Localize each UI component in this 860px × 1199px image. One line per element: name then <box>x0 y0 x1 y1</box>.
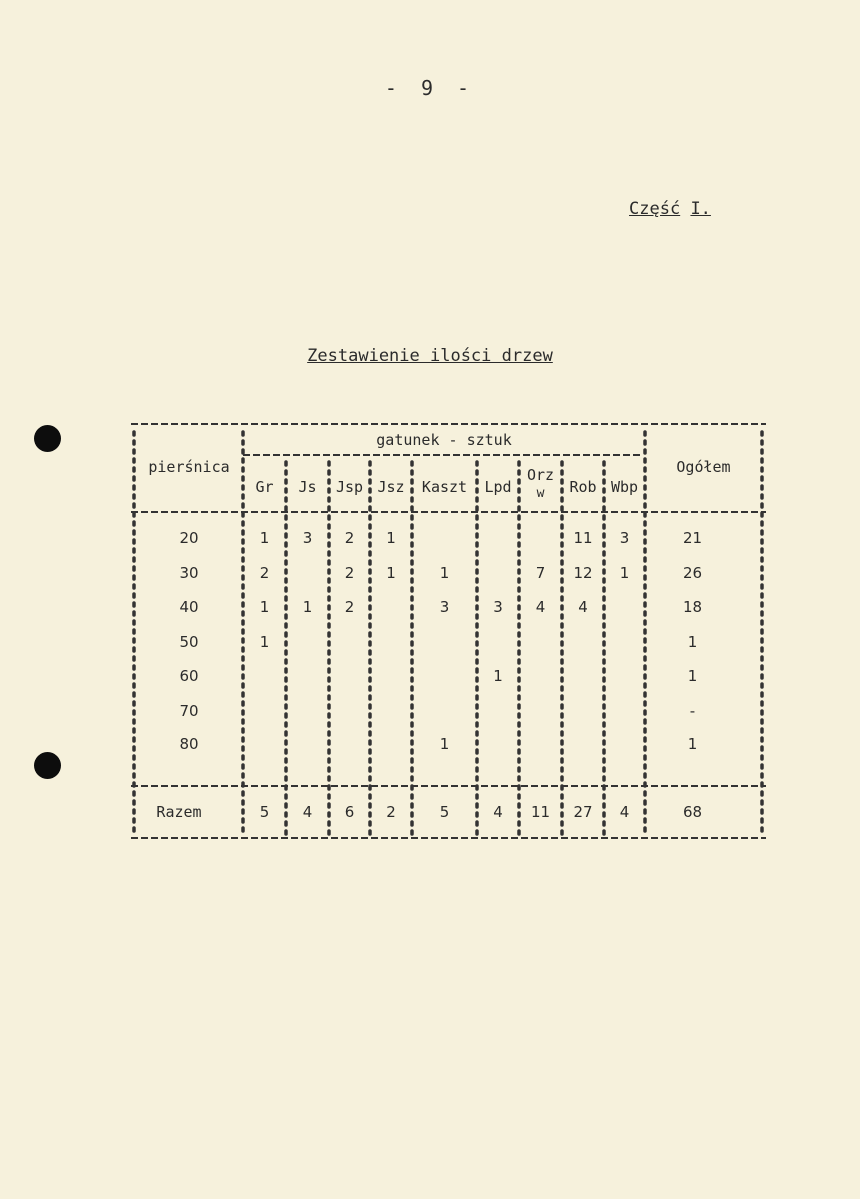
sum-cell: 4 <box>619 803 630 821</box>
part-label: Część <box>629 199 681 219</box>
table-cell: 7 <box>535 564 546 582</box>
header-total: Ogółem <box>676 458 731 476</box>
row-diameter: 50 <box>179 633 199 651</box>
header-diameter: pierśnica <box>148 458 230 476</box>
header-species-js: Js <box>298 478 317 496</box>
header-species-jsz: Jsz <box>377 478 405 496</box>
table-cell: 4 <box>535 598 546 616</box>
header-species-group: gatunek - sztuk <box>376 431 512 449</box>
sum-cell: 6 <box>344 803 355 821</box>
table-cell: 1 <box>259 633 270 651</box>
table-cell: 2 <box>344 529 355 547</box>
part-numeral: I. <box>690 199 711 219</box>
header-species-jsp: Jsp <box>335 478 364 496</box>
row-diameter: 80 <box>179 735 199 753</box>
page-number: - 9 - <box>384 76 476 100</box>
row-diameter: 40 <box>179 598 199 616</box>
table-cell: 1 <box>302 598 313 616</box>
header-species-orz-sub: w <box>536 486 545 501</box>
sum-cell: 27 <box>573 803 593 821</box>
table-cell: 1 <box>439 735 450 753</box>
title-text: Zestawienie ilości drzew <box>307 346 553 366</box>
table-cell: 3 <box>619 529 630 547</box>
table-cell: 2 <box>344 564 355 582</box>
table-cell: 12 <box>573 564 593 582</box>
table-cell: 2 <box>344 598 355 616</box>
header-species-rob: Rob <box>569 478 597 496</box>
row-total: - <box>689 702 696 720</box>
table-cell: 3 <box>493 598 503 616</box>
sum-cell: 5 <box>259 803 270 821</box>
table-cell: 1 <box>386 564 396 582</box>
row-total: 18 <box>682 598 703 616</box>
header-species-orz: Orz <box>526 466 555 484</box>
header-species-wbp: Wbp <box>610 478 639 496</box>
table-cell: 1 <box>259 529 270 547</box>
table-cell: 1 <box>439 564 450 582</box>
sum-cell: 5 <box>439 803 450 821</box>
sum-cell: 11 <box>530 803 551 821</box>
table-cell: 3 <box>439 598 450 616</box>
sum-cell: 2 <box>386 803 396 821</box>
table-cell: 1 <box>386 529 396 547</box>
row-total: 26 <box>682 564 703 582</box>
row-diameter: 70 <box>179 702 199 720</box>
header-species-kaszt: Kaszt <box>421 478 468 496</box>
sum-cell: 4 <box>493 803 503 821</box>
header-species-lpd: Lpd <box>484 478 512 496</box>
row-total: 1 <box>687 735 698 753</box>
row-diameter: 20 <box>179 529 199 547</box>
table-cell: 2 <box>259 564 270 582</box>
header-species-gr: Gr <box>255 478 274 496</box>
row-diameter: 60 <box>179 667 199 685</box>
table-cell: 1 <box>259 598 270 616</box>
row-total: 1 <box>687 667 698 685</box>
table-cell: 1 <box>619 564 630 582</box>
row-total: 1 <box>687 633 698 651</box>
sum-label: Razem <box>156 803 202 821</box>
row-diameter: 30 <box>179 564 199 582</box>
table-cell: 11 <box>573 529 593 547</box>
table-cell: 1 <box>493 667 503 685</box>
table-cell: 3 <box>302 529 313 547</box>
table-cell: 4 <box>578 598 588 616</box>
sum-total: 68 <box>682 803 703 821</box>
row-total: 21 <box>682 529 703 547</box>
sum-cell: 4 <box>302 803 313 821</box>
